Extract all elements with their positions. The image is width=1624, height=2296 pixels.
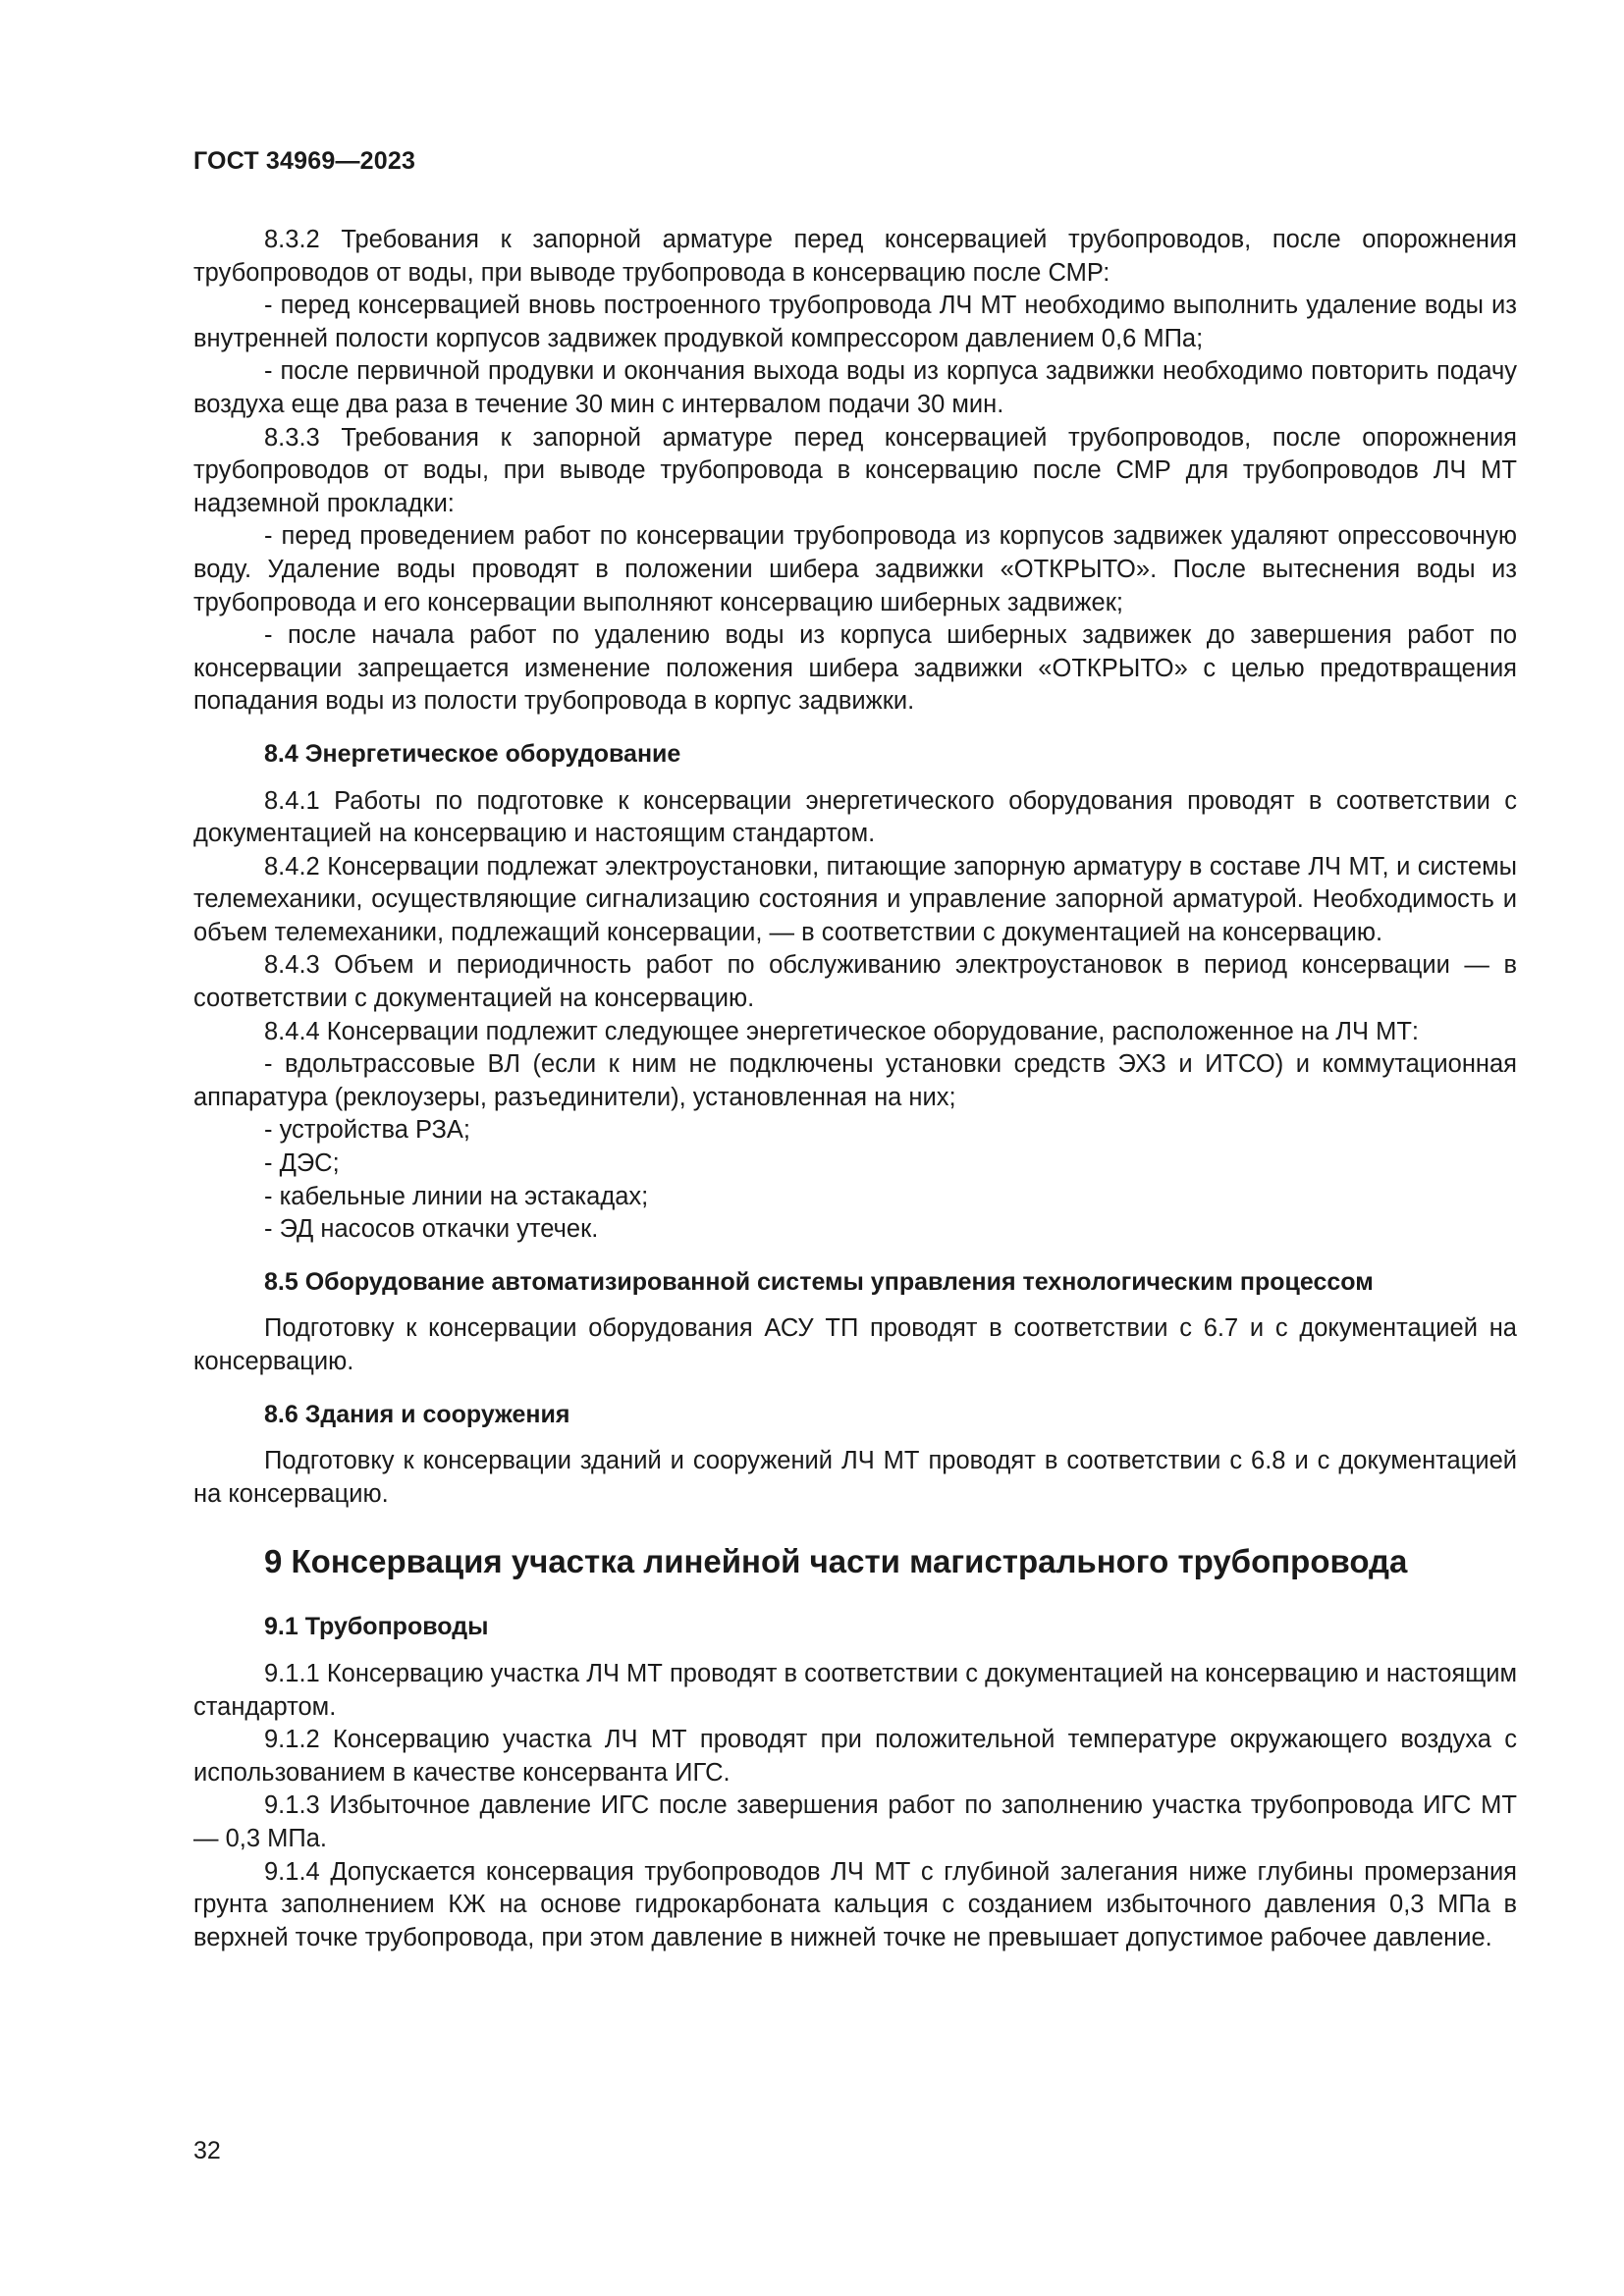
paragraph-9-1-1: 9.1.1 Консервацию участка ЛЧ МТ проводят в соответствии с документацией на консервацию и настоящим стандартом.: [193, 1659, 1517, 1721]
paragraph-9-1-2: 9.1.2 Консервацию участка ЛЧ МТ проводят при положительной температуре окружающего воздуха с использованием в качестве консерванта ИГС.: [193, 1726, 1517, 1787]
page-number: 32: [193, 2137, 221, 2164]
paragraph-8-3-3: 8.3.3 Требования к запорной арматуре перед консервацией трубопроводов, после опорожнения трубопроводов от воды, при выводе трубопровода в консервацию после СМР для трубопроводов ЛЧ МТ надземной прокладки:: [193, 423, 1517, 517]
paragraph-8-4-1: 8.4.1 Работы по подготовке к консервации энергетического оборудования проводят в соответствии с документацией на консервацию и настоящим стандартом.: [193, 786, 1517, 848]
paragraph-8-4-4: 8.4.4 Консервации подлежит следующее энергетическое оборудование, расположенное на ЛЧ МТ:: [264, 1017, 1419, 1045]
paragraph-8-6: Подготовку к консервации зданий и сооружений ЛЧ МТ проводят в соответствии с 6.8 и с документацией на консервацию.: [193, 1447, 1517, 1508]
list-item: - кабельные линии на эстакадах;: [264, 1182, 649, 1210]
paragraph-8-4-3: 8.4.3 Объем и периодичность работ по обслуживанию электроустановок в период консервации — в соответствии с документацией на консервацию.: [193, 951, 1517, 1013]
heading-9: 9 Консервация участка линейной части магистрального трубопровода: [264, 1543, 1408, 1580]
document-body: [193, 224, 1517, 1954]
paragraph-8-5: Подготовку к консервации оборудования АСУ ТП проводят в соответствии с 6.7 и с документацией на консервацию.: [193, 1314, 1517, 1375]
paragraph-8-3-3-item-b: - после начала работ по удалению воды из корпуса шиберных задвижек до завершения работ по консервации запрещается изменение положения шибера задвижки «ОТКРЫТО» с целью предотвращения попадания воды из полости трубопровода в корпус задвижки.: [193, 621, 1517, 716]
paragraph-9-1-4: 9.1.4 Допускается консервация трубопроводов ЛЧ МТ с глубиной залегания ниже глубины промерзания грунта заполнением КЖ на основе гидрокарбоната кальция с созданием избыточного давления 0,3 МПа в верхней точке трубопровода, при этом давление в нижней точке не превышает допустимое рабочее давление.: [193, 1857, 1517, 1951]
list-item: - ДЭС;: [264, 1149, 340, 1178]
list-item: - ЭД насосов откачки утечек.: [264, 1215, 599, 1244]
heading-8-4: 8.4 Энергетическое оборудование: [264, 739, 681, 768]
heading-9-1: 9.1 Трубопроводы: [264, 1613, 489, 1641]
paragraph-8-3-2-item-b: - после первичной продувки и окончания выхода воды из корпуса задвижки необходимо повторить подачу воздуха еще два раза в течение 30 мин с интервалом подачи 30 мин.: [193, 357, 1517, 418]
list-item: - устройства РЗА;: [264, 1116, 470, 1145]
heading-8-5: 8.5 Оборудование автоматизированной системы управления технологическим процессом: [264, 1267, 1374, 1296]
paragraph-8-3-2-item-a: - перед консервацией вновь построенного трубопровода ЛЧ МТ необходимо выполнить удаление воды из внутренней полости корпусов задвижек продувкой компрессором давлением 0,6 МПа;: [193, 292, 1517, 352]
document-header: ГОСТ 34969—2023: [193, 147, 416, 175]
paragraph-8-4-4-item-a: - вдольтрассовые ВЛ (если к ним не подключены установки средств ЭХЗ и ИТСО) и коммутационная аппаратура (реклоузеры, разъединители), установленная на них;: [193, 1050, 1517, 1111]
paragraph-8-3-2: 8.3.2 Требования к запорной арматуре перед консервацией трубопроводов, после опорожнения трубопроводов от воды, при выводе трубопровода в консервацию после СМР:: [193, 226, 1517, 287]
paragraph-8-4-2: 8.4.2 Консервации подлежат электроустановки, питающие запорную арматуру в составе ЛЧ МТ, и системы телемеханики, осуществляющие сигнализацию состояния и управление запорной арматурой. Необходимость и объем телемеханики, подлежащий консервации, — в соответствии с документацией на консервацию.: [193, 852, 1517, 946]
paragraph-8-3-3-item-a: - перед проведением работ по консервации трубопровода из корпусов задвижек удаляют опрессовочную воду. Удаление воды проводят в положении шибера задвижки «ОТКРЫТО». После вытеснения воды из трубопровода и его консервации выполняют консервацию шиберных задвижек;: [193, 522, 1517, 616]
paragraph-9-1-3: 9.1.3 Избыточное давление ИГС после завершения работ по заполнению участка трубопровода ИГС МТ — 0,3 МПа.: [193, 1791, 1517, 1852]
heading-8-6: 8.6 Здания и сооружения: [264, 1400, 570, 1428]
